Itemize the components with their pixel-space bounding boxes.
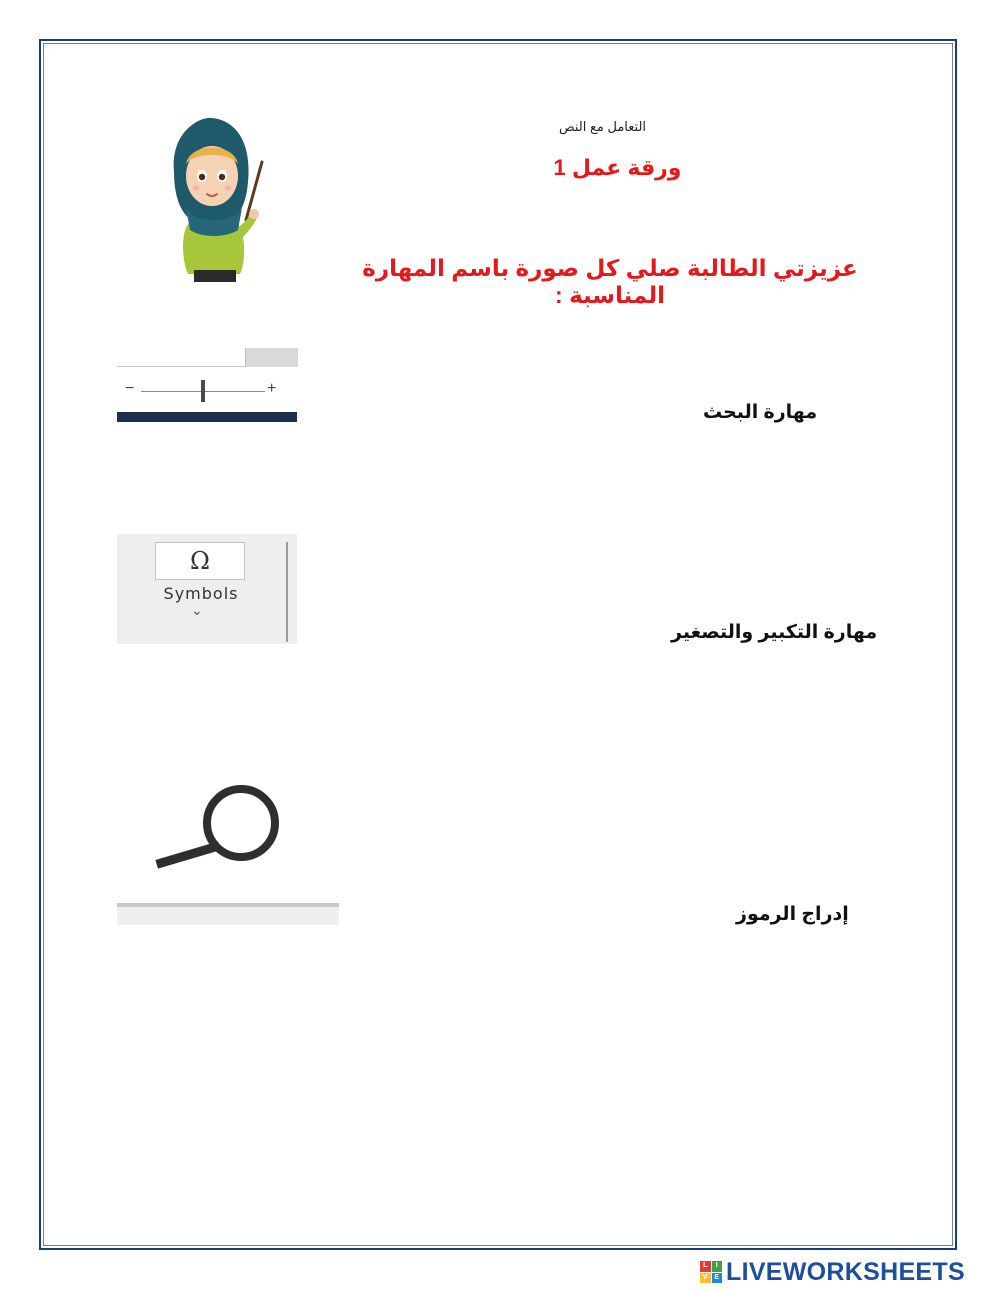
chevron-down-icon: ⌄ [191, 602, 203, 618]
status-bar-strip [117, 412, 297, 422]
magnifier-bottom-rule [117, 903, 339, 925]
zoom-out-icon: − [125, 380, 135, 397]
symbols-label: Symbols [163, 584, 239, 603]
logo-letter: I [712, 1261, 723, 1272]
symbols-button-picture[interactable] [117, 534, 297, 644]
zoom-slider-thumb [201, 380, 205, 402]
instructions-text: عزيزتي الطالبة صلي كل صورة باسم المهارة المناسبة : [362, 255, 858, 308]
logo-letter: V [700, 1273, 711, 1284]
watermark-text: LIVEWORKSHEETS [726, 1257, 965, 1286]
skill-label-symbols[interactable]: إدراج الرموز [736, 904, 849, 925]
ribbon-divider [286, 542, 288, 642]
zoom-slider-picture[interactable] [117, 348, 297, 422]
logo-letter: L [700, 1261, 711, 1272]
skill-label-search[interactable]: مهارة البحث [703, 402, 818, 423]
magnifier-picture[interactable] [117, 775, 339, 927]
omega-icon: Ω [155, 542, 245, 580]
liveworksheets-watermark [700, 1258, 965, 1286]
teacher-illustration [160, 112, 270, 282]
worksheet-title: ورقة عمل 1 [553, 155, 682, 180]
skill-label-zoom[interactable]: مهارة التكبير والتصغير [671, 622, 878, 643]
zoom-gray-tab [245, 348, 298, 367]
worksheet-topic: التعامل مع النص [558, 119, 647, 134]
logo-letter: E [712, 1273, 723, 1284]
zoom-in-icon: + [267, 380, 277, 397]
search-icon [117, 775, 339, 903]
liveworksheets-logo-icon [700, 1261, 722, 1283]
